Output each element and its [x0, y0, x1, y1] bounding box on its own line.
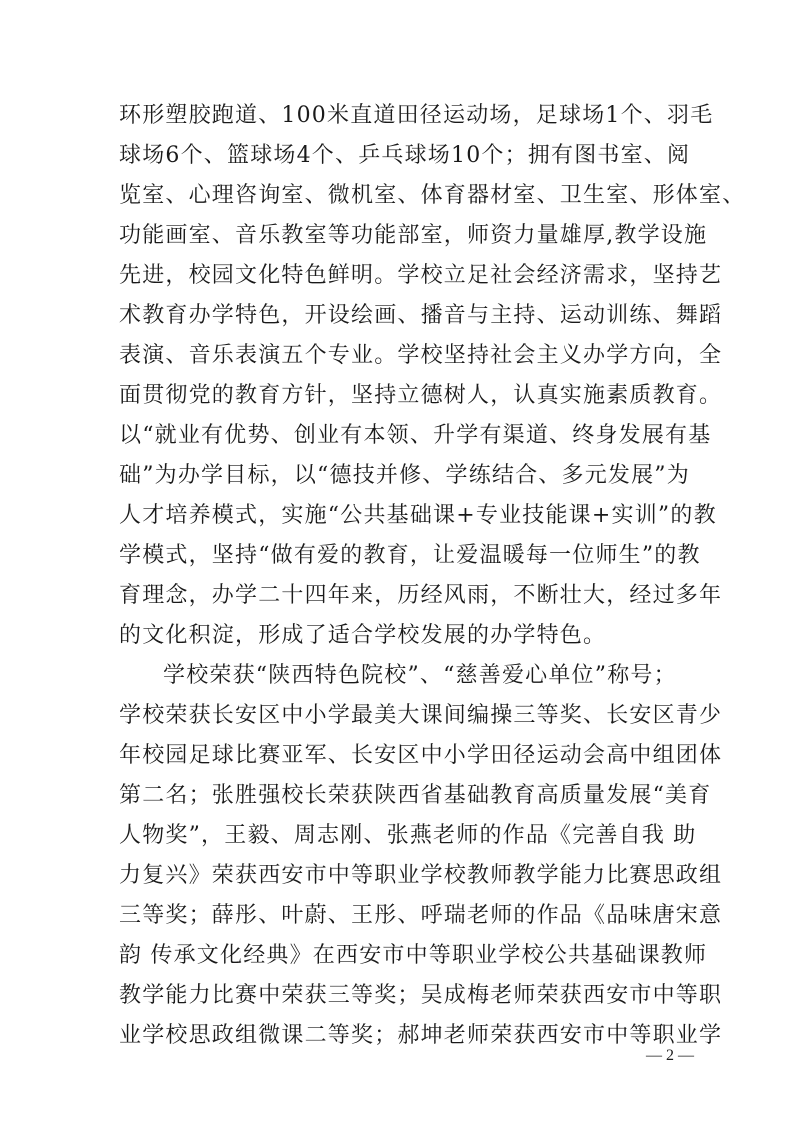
text-line: 面贯彻党的教育方针，坚持立德树人，认真实施素质教育。	[119, 383, 723, 408]
text-line: 览室、心理咨询室、微机室、体育器材室、卫生室、形体室、	[119, 183, 746, 208]
text-line: 学校荣获长安区中小学最美大课间编操三等奖、长安区青少	[119, 703, 723, 728]
text-line: 环形塑胶跑道、100米直道田径运动场，足球场1个、羽毛	[119, 103, 714, 128]
text-line: 先进，校园文化特色鲜明。学校立足社会经济需求，坚持艺	[119, 263, 723, 288]
text-line: 人物奖”，王毅、周志刚、张燕老师的作品《完善自我 助	[119, 823, 697, 848]
page-number: — 2 —	[646, 1047, 694, 1064]
text-line: 以“就业有优势、创业有本领、升学有渠道、终身发展有基	[119, 423, 712, 448]
body-text	[119, 96, 746, 1056]
text-line: 三等奖；薛彤、叶蔚、王彤、呼瑞老师的作品《品味唐宋意	[119, 903, 723, 928]
text-line: 术教育办学特色，开设绘画、播音与主持、运动训练、舞蹈	[119, 303, 723, 328]
text-line: 球场6个、篮球场4个、乒乓球场10个；拥有图书室、阅	[119, 143, 691, 168]
text-line: 业学校思政组微课二等奖；郝坤老师荣获西安市中等职业学	[119, 1023, 723, 1048]
text-line: 第二名；张胜强校长荣获陕西省基础教育高质量发展“美育	[119, 783, 712, 808]
text-line: 育理念，办学二十四年来，历经风雨，不断壮大，经过多年	[119, 583, 723, 608]
text-line: 功能画室、音乐教室等功能部室，师资力量雄厚,教学设施	[119, 223, 708, 248]
text-line: 力复兴》荣获西安市中等职业学校教师教学能力比赛思政组	[119, 863, 723, 888]
text-line: 学模式，坚持“做有爱的教育，让爱温暖每一位师生”的教	[119, 543, 701, 568]
text-line: 人才培养模式，实施“公共基础课+专业技能课+实训”的教	[119, 503, 717, 528]
text-line: 教学能力比赛中荣获三等奖；吴成梅老师荣获西安市中等职	[119, 983, 723, 1008]
text-line: 础”为办学目标，以“德技并修、学练结合、多元发展”为	[119, 463, 690, 488]
text-line: 表演、音乐表演五个专业。学校坚持社会主义办学方向，全	[119, 343, 723, 368]
paragraph-start-line: 学校荣获“陕西特色院校”、“慈善爱心单位”称号；	[163, 663, 677, 688]
text-line: 韵 传承文化经典》在西安市中等职业学校公共基础课教师	[119, 943, 708, 968]
text-line: 年校园足球比赛亚军、长安区中小学田径运动会高中组团体	[119, 743, 723, 768]
text-line: 的文化积淀，形成了适合学校发展的办学特色。	[119, 623, 607, 648]
